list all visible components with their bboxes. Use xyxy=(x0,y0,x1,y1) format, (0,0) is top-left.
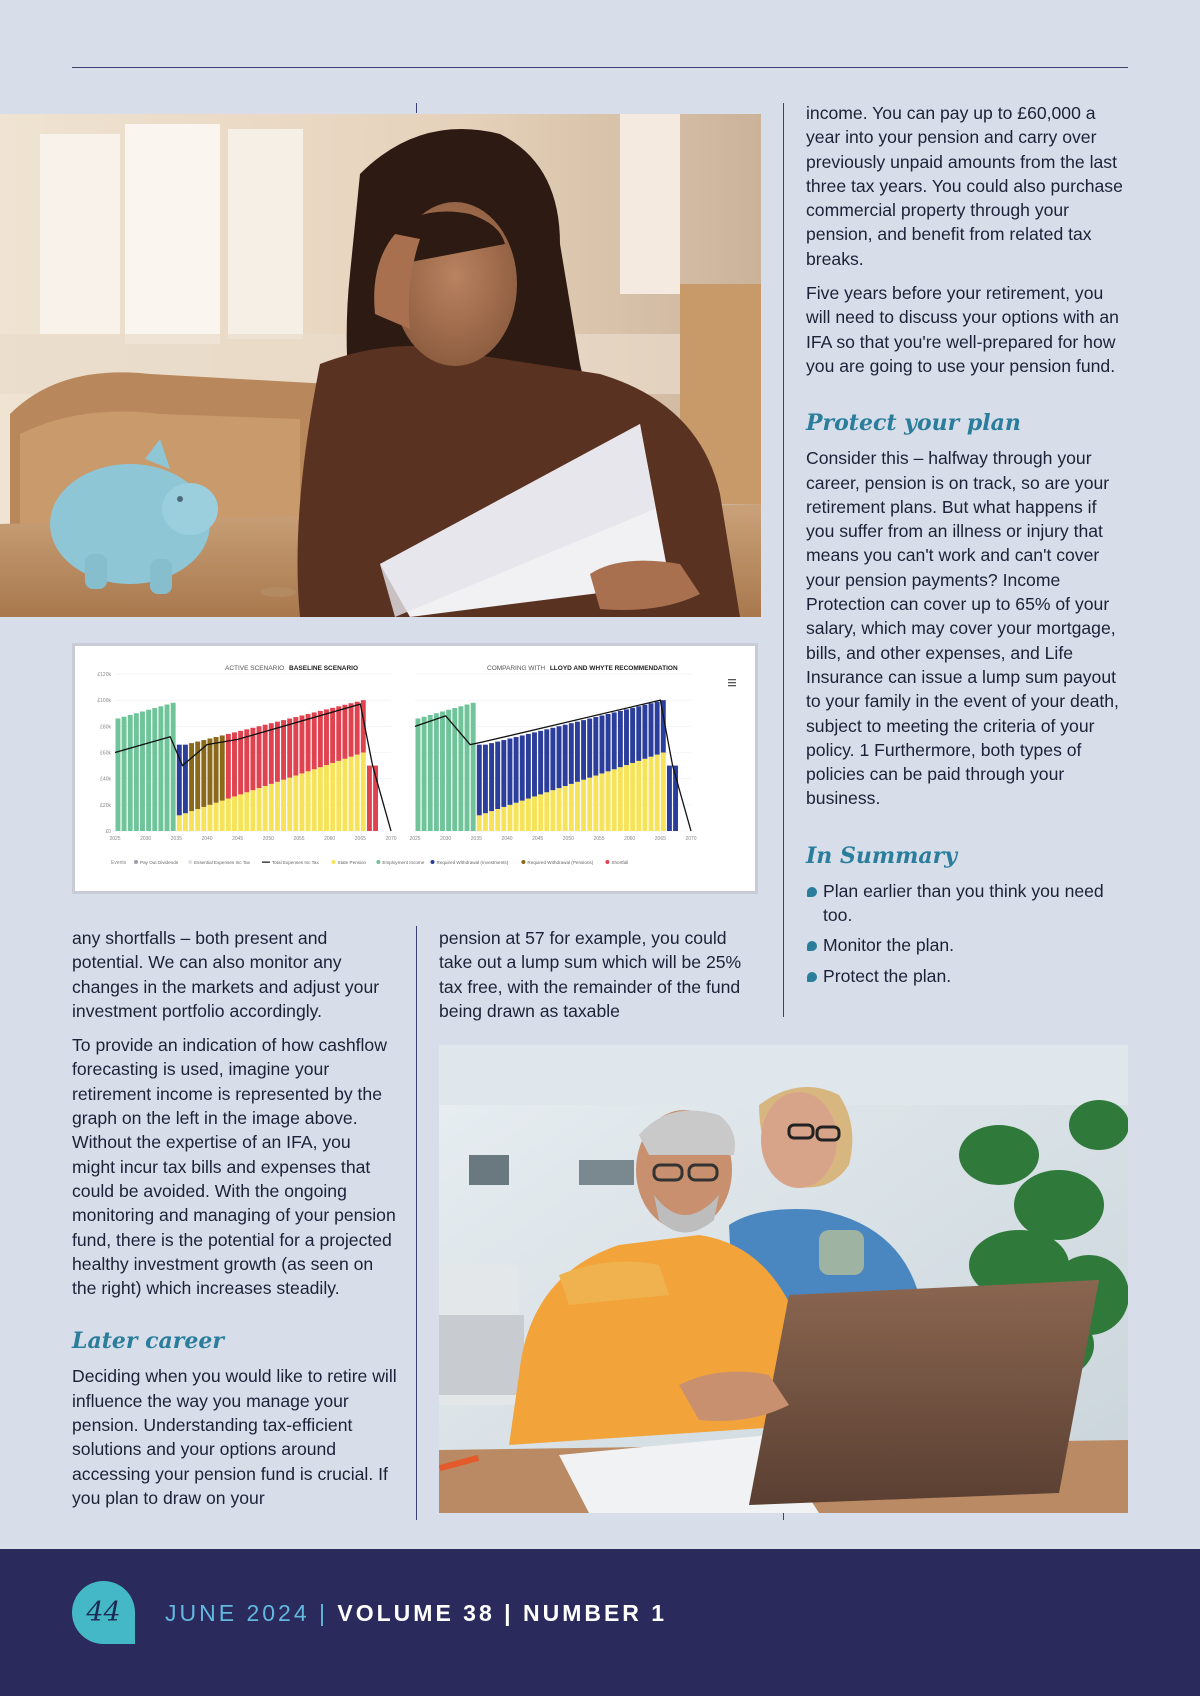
chart-bar-employment xyxy=(428,715,433,831)
issue-info xyxy=(165,1600,667,1627)
svg-text:COMPARING WITH LLOYD AND xyxy=(487,665,678,672)
legend-label: Pay Out Dividends xyxy=(140,860,179,865)
chart-bar-state-pension xyxy=(501,807,506,831)
chart-bar-state-pension xyxy=(306,771,311,831)
chart-bar-state-pension xyxy=(342,759,347,831)
chart-bar-withdrawal xyxy=(630,708,635,763)
chart-bar-employment xyxy=(146,710,151,831)
chart-x-tick: 2065 xyxy=(354,836,366,842)
chart-bar-state-pension xyxy=(532,796,537,831)
chart-bar-state-pension xyxy=(587,778,592,831)
chart-bar-state-pension xyxy=(201,807,206,831)
chart-bar-employment xyxy=(134,713,139,831)
chart-bar-employment xyxy=(165,705,170,831)
chart-bar-state-pension xyxy=(630,763,635,831)
chart-x-tick: 2040 xyxy=(501,836,513,842)
paragraph: Five years before your retirement, you will need to discuss your options with an IFA so that you're well-prepared for how you are going to use your pension fund. xyxy=(806,283,1119,376)
chart-bar-employment xyxy=(158,706,163,831)
chart-bar-state-pension xyxy=(318,767,323,831)
chart-bar-withdrawal xyxy=(208,739,213,805)
chart-bar-withdrawal xyxy=(483,745,488,814)
chart-bar-withdrawal xyxy=(336,706,341,761)
chart-x-tick: 2060 xyxy=(624,836,636,842)
summary-list xyxy=(806,879,1128,988)
chart-bar-state-pension xyxy=(208,805,213,831)
chart-menu-icon[interactable] xyxy=(728,679,736,686)
chart-bar-state-pension xyxy=(300,773,305,831)
chart-bar-withdrawal xyxy=(287,719,292,778)
chart-bar-state-pension xyxy=(250,790,255,831)
right-column-top xyxy=(806,101,1128,994)
chart-bar-withdrawal xyxy=(532,732,537,796)
chart-bar-withdrawal xyxy=(575,722,580,782)
chart-bar-withdrawal xyxy=(201,740,206,807)
chart-right-title-prefix: COMPARING WITH xyxy=(487,665,546,672)
chart-bar-withdrawal xyxy=(520,735,525,800)
chart-bar-state-pension xyxy=(293,776,298,831)
chart-bar-state-pension xyxy=(232,796,237,831)
chart-bar-state-pension xyxy=(563,786,568,831)
chart-x-tick: 2030 xyxy=(440,836,452,842)
chart-x-tick: 2070 xyxy=(385,836,397,842)
chart-bar-withdrawal xyxy=(226,734,231,799)
chart-bar-withdrawal xyxy=(624,709,629,765)
legend-swatch xyxy=(605,860,609,864)
chart-bar-withdrawal xyxy=(477,745,482,816)
heading-in-summary: In Summary xyxy=(806,842,958,869)
top-photo xyxy=(0,114,761,617)
chart-bar-state-pension xyxy=(312,769,317,831)
chart-bar-withdrawal xyxy=(306,714,311,771)
chart-x-tick: 2055 xyxy=(593,836,605,842)
chart-bar-state-pension xyxy=(642,759,647,831)
chart-bar-state-pension xyxy=(281,780,286,831)
chart-bar-employment xyxy=(465,705,470,831)
chart-bar-state-pension xyxy=(569,784,574,831)
legend-label: Total Expenses Inc Tax xyxy=(271,860,319,865)
chart-bar-state-pension xyxy=(550,790,555,831)
chart-bar-withdrawal xyxy=(342,705,347,759)
chart-bar-state-pension xyxy=(593,776,598,831)
chart-bar-state-pension xyxy=(269,784,274,831)
issue-date: JUNE 2024 xyxy=(165,1600,310,1626)
chart-bar-state-pension xyxy=(649,757,654,831)
chart-y-tick: £0 xyxy=(105,829,111,835)
chart-bar-state-pension xyxy=(606,771,611,831)
chart-bar-state-pension xyxy=(618,767,623,831)
issue-separator: | xyxy=(319,1600,328,1626)
chart-bar-state-pension xyxy=(661,753,666,832)
chart-bar-employment xyxy=(116,718,121,831)
list-item: Protect the plan. xyxy=(806,964,1128,988)
chart-right-title: LLOYD AND WHYTE RECOMMENDATION xyxy=(549,665,678,672)
chart-bar-state-pension xyxy=(257,788,262,831)
chart-bar-state-pension xyxy=(330,763,335,831)
chart-bar-state-pension xyxy=(238,794,243,831)
heading-protect-your-plan: Protect your plan xyxy=(806,410,1021,437)
chart-y-tick: £80k xyxy=(100,724,111,731)
legend-swatch xyxy=(188,860,192,864)
chart-bar-withdrawal xyxy=(269,723,274,784)
cashflow-chart xyxy=(72,643,758,894)
chart-left-title-prefix: ACTIVE SCENARIO xyxy=(225,665,285,672)
chart-bar-withdrawal xyxy=(581,720,586,780)
chart-bar-withdrawal xyxy=(324,709,329,765)
chart-bar-withdrawal xyxy=(526,734,531,799)
issue-volume: VOLUME 38 | NUMBER 1 xyxy=(337,1600,668,1626)
middle-column xyxy=(439,926,759,1033)
chart-bar-withdrawal xyxy=(587,719,592,778)
heading-later-career: Later career xyxy=(72,1328,224,1355)
chart-bar-state-pension xyxy=(495,809,500,831)
paragraph: Deciding when you would like to retire will influence the way you manage your pension. Understanding tax-efficient solutions and your options around accessing your pension fund is crucial. If you plan to draw on your xyxy=(72,1366,397,1508)
chart-bar-employment xyxy=(122,717,127,831)
chart-bar-employment xyxy=(171,703,176,831)
chart-bar-withdrawal xyxy=(275,722,280,782)
chart-bar-withdrawal xyxy=(612,712,617,769)
chart-bar-state-pension xyxy=(336,761,341,831)
chart-bar-withdrawal xyxy=(538,731,543,795)
chart-bar-withdrawal xyxy=(667,766,672,831)
chart-bar-withdrawal xyxy=(189,743,194,811)
chart-y-tick: £40k xyxy=(100,776,111,783)
chart-x-tick: 2065 xyxy=(654,836,666,842)
chart-bar-state-pension xyxy=(624,765,629,831)
legend-swatch xyxy=(521,860,525,864)
chart-bar-withdrawal xyxy=(330,708,335,763)
chart-bar-withdrawal xyxy=(244,729,249,792)
chart-bar-withdrawal xyxy=(649,703,654,756)
chart-y-tick: £20k xyxy=(100,802,111,809)
chart-bar-state-pension xyxy=(636,761,641,831)
chart-left-title: BASELINE SCENARIO xyxy=(289,665,359,672)
chart-bar-withdrawal xyxy=(238,731,243,795)
chart-x-tick: 2025 xyxy=(109,836,121,842)
chart-bar-state-pension xyxy=(355,755,360,831)
chart-bar-state-pension xyxy=(557,788,562,831)
chart-bar-state-pension xyxy=(189,811,194,831)
legend-swatch xyxy=(376,860,380,864)
chart-bar-state-pension xyxy=(183,813,188,831)
chart-x-tick: 2030 xyxy=(140,836,152,842)
chart-bar-withdrawal xyxy=(281,720,286,780)
chart-bar-withdrawal xyxy=(183,745,188,814)
chart-bar-withdrawal xyxy=(550,728,555,790)
chart-bar-withdrawal xyxy=(508,739,513,805)
chart-x-tick: 2040 xyxy=(201,836,213,842)
chart-bar-withdrawal xyxy=(655,702,660,755)
paragraph: pension at 57 for example, you could take out a lump sum which will be 25% tax free, with the remainder of the fund being drawn as taxable xyxy=(439,928,742,1021)
chart-bar-withdrawal xyxy=(214,737,219,803)
chart-bar-withdrawal xyxy=(495,742,500,809)
legend-swatch xyxy=(431,860,435,864)
chart-bar-employment xyxy=(440,712,445,831)
chart-bar-employment xyxy=(416,718,421,831)
chart-x-tick: 2025 xyxy=(409,836,421,842)
cashflow-chart-svg xyxy=(75,646,755,891)
legend-label: Essential Expenses Inc Tax xyxy=(194,860,250,865)
chart-bar-employment xyxy=(128,715,133,831)
chart-bar-withdrawal xyxy=(349,703,354,756)
list-item: Plan earlier than you think you need too. xyxy=(806,879,1128,928)
legend-swatch xyxy=(262,862,270,863)
chart-bar-state-pension xyxy=(177,815,182,831)
chart-bar-withdrawal xyxy=(232,732,237,796)
chart-legend-title: Events xyxy=(111,860,127,866)
chart-bar-state-pension xyxy=(220,801,225,831)
column-divider-top xyxy=(416,103,417,113)
chart-bar-employment xyxy=(434,713,439,831)
chart-bar-withdrawal xyxy=(557,726,562,788)
chart-bar-state-pension xyxy=(655,755,660,831)
chart-y-tick: £100k xyxy=(97,698,111,705)
chart-bar-state-pension xyxy=(214,803,219,831)
paragraph: any shortfalls – both present and potential. We can also monitor any changes in the markets and adjust your investment portfolio accordingly. xyxy=(72,928,380,1021)
paragraph: To provide an indication of how cashflow forecasting is used, imagine your retirement income is represented by the graph on the left in the image above. Without the expertise of an IFA, you might incur tax bills and expenses that could be avoided. With the ongoing monitoring and managing of your pension fund, there is the potential for a projected healthy investment growth (as seen on the right) which increases steadily. xyxy=(72,1035,396,1299)
chart-bar-withdrawal xyxy=(593,717,598,775)
chart-x-tick: 2050 xyxy=(562,836,574,842)
chart-bar-withdrawal xyxy=(618,711,623,767)
top-rule xyxy=(72,67,1128,68)
chart-x-tick: 2045 xyxy=(532,836,544,842)
chart-bar-employment xyxy=(471,703,476,831)
chart-bar-state-pension xyxy=(526,799,531,831)
chart-bar-withdrawal xyxy=(220,735,225,800)
legend-label: Shortfall xyxy=(611,860,629,865)
chart-bar-withdrawal xyxy=(563,725,568,786)
chart-bar-withdrawal xyxy=(312,712,317,769)
chart-bar-withdrawal xyxy=(544,729,549,792)
chart-bar-withdrawal xyxy=(257,726,262,788)
legend-label: Required Withdrawal (Pensions) xyxy=(527,860,594,865)
list-item: Monitor the plan. xyxy=(806,933,1128,957)
chart-bar-withdrawal xyxy=(642,705,647,759)
chart-y-tick: £120k xyxy=(97,672,111,678)
chart-bar-state-pension xyxy=(195,809,200,831)
chart-bar-state-pension xyxy=(287,778,292,831)
paragraph: Consider this – halfway through your career, pension is on track, so are your retirement plans. But what happens if you suffer from an illness or injury that means you can't work and can't cover your pension payments? Income Protection can cover up to 65% of your salary, which may cover your mortgage, bills, and other expenses, and Life Insurance can issue a lump sum payout to your family in the event of your death, subject to meeting the criteria of your policy. 1 Furthermore, both types of policies can be paid through your business. xyxy=(806,448,1119,809)
chart-bar-state-pension xyxy=(508,805,513,831)
chart-bar-withdrawal xyxy=(293,717,298,775)
column-divider-left-bottom xyxy=(416,926,417,1520)
chart-bar-state-pension xyxy=(489,811,494,831)
chart-y-tick: £60k xyxy=(100,750,111,757)
legend-swatch xyxy=(134,860,138,864)
chart-bar-withdrawal xyxy=(367,766,372,831)
bottom-photo xyxy=(439,1045,1128,1513)
chart-x-tick: 2035 xyxy=(470,836,482,842)
chart-bar-withdrawal xyxy=(263,725,268,786)
chart-x-tick: 2060 xyxy=(324,836,336,842)
chart-bar-employment xyxy=(446,710,451,831)
chart-x-tick: 2035 xyxy=(170,836,182,842)
chart-bar-state-pension xyxy=(226,799,231,831)
chart-bar-withdrawal xyxy=(355,702,360,755)
chart-bar-withdrawal xyxy=(489,743,494,811)
chart-bar-state-pension xyxy=(263,786,268,831)
chart-bar-state-pension xyxy=(324,765,329,831)
chart-bar-state-pension xyxy=(483,813,488,831)
chart-bar-employment xyxy=(140,712,145,831)
legend-swatch xyxy=(332,860,336,864)
chart-bar-withdrawal xyxy=(514,737,519,803)
chart-bar-withdrawal xyxy=(250,728,255,790)
chart-bar-state-pension xyxy=(544,792,549,831)
chart-bar-state-pension xyxy=(520,801,525,831)
legend-label: Required Withdrawal (Investments) xyxy=(436,860,509,865)
chart-bar-state-pension xyxy=(600,773,605,831)
chart-bar-withdrawal xyxy=(569,723,574,784)
chart-x-tick: 2050 xyxy=(262,836,274,842)
chart-x-tick: 2070 xyxy=(685,836,697,842)
chart-bar-state-pension xyxy=(612,769,617,831)
chart-bar-state-pension xyxy=(538,794,543,831)
chart-x-tick: 2045 xyxy=(232,836,244,842)
page-number-badge: 44 xyxy=(72,1581,135,1644)
chart-bar-withdrawal xyxy=(318,711,323,767)
chart-bar-state-pension xyxy=(275,782,280,831)
chart-bar-state-pension xyxy=(575,782,580,831)
chart-bar-state-pension xyxy=(244,792,249,831)
chart-bar-withdrawal xyxy=(501,740,506,807)
svg-text:ACTIVE SCENARIO BASELINE xyxy=(225,665,358,672)
chart-bar-state-pension xyxy=(581,780,586,831)
chart-bar-withdrawal xyxy=(300,716,305,774)
chart-bar-employment xyxy=(458,706,463,831)
chart-bar-withdrawal xyxy=(636,706,641,761)
paragraph: income. You can pay up to £60,000 a year into your pension and carry over previously unpaid amounts from the last three tax years. You could also purchase commercial property through your pension, and benefit from related tax breaks. xyxy=(806,103,1123,269)
chart-bar-withdrawal xyxy=(606,714,611,771)
chart-x-tick: 2055 xyxy=(293,836,305,842)
chart-bar-employment xyxy=(152,708,157,831)
chart-bar-state-pension xyxy=(477,815,482,831)
chart-bar-employment xyxy=(422,717,427,831)
column-divider-right xyxy=(783,103,784,1017)
legend-label: State Pension xyxy=(337,860,367,865)
chart-bar-state-pension xyxy=(361,753,366,832)
legend-label: Employment Income xyxy=(382,860,425,865)
chart-bar-state-pension xyxy=(514,803,519,831)
chart-bar-withdrawal xyxy=(600,716,605,774)
chart-bar-state-pension xyxy=(349,757,354,831)
left-column xyxy=(72,926,397,1520)
